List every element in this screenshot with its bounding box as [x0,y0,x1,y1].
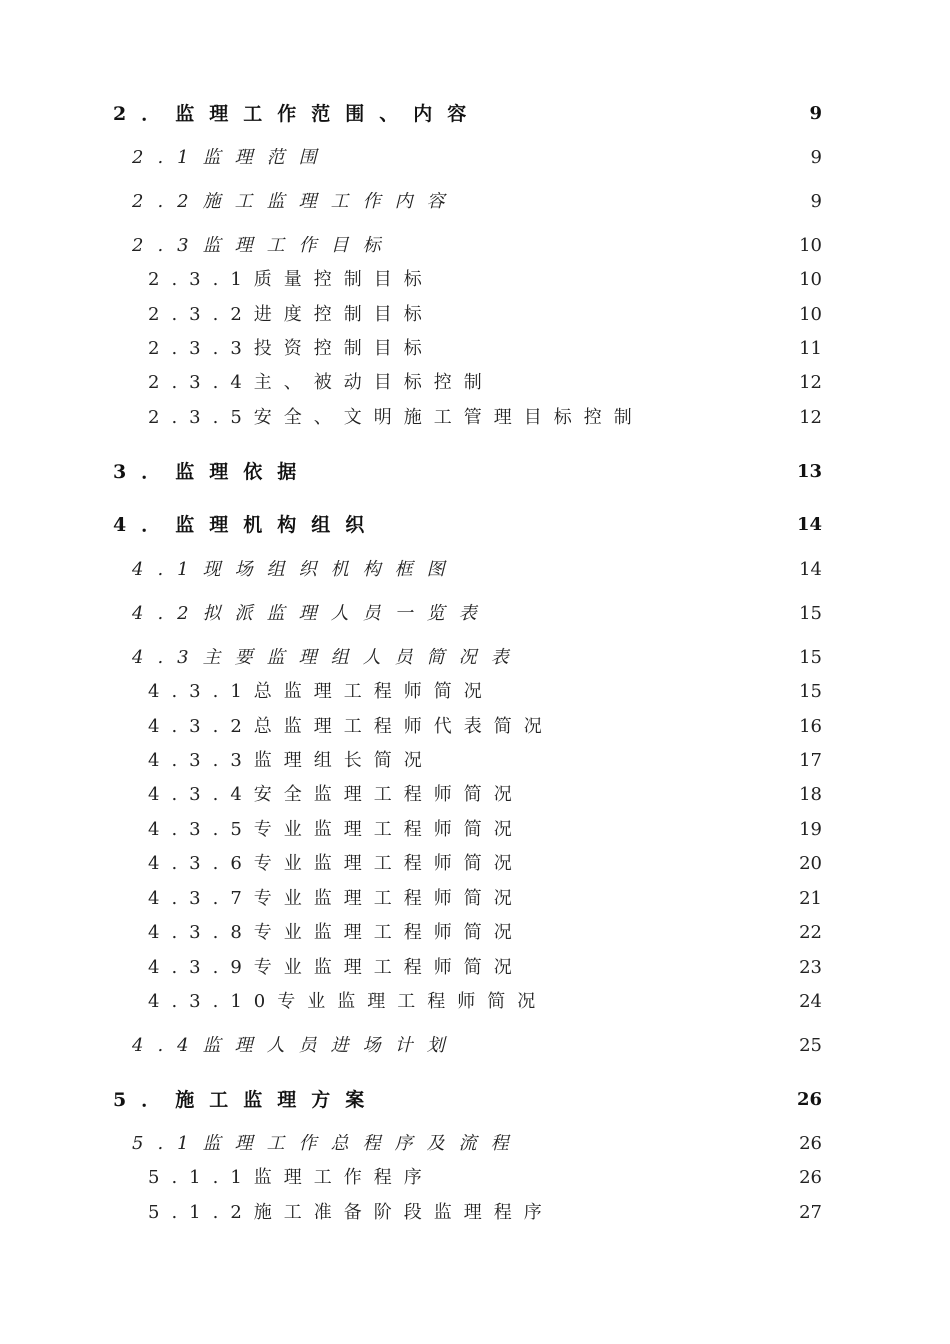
toc-entry-page: 26 [799,1133,822,1154]
toc-entry-title: 5.1.2施工准备阶段监理程序 [148,1202,554,1223]
toc-entry-page: 18 [799,784,822,805]
toc-entry-title: 4.3.7专业监理工程师简况 [148,888,524,909]
toc-entry-title: 5.1监理工作总程序及流程 [132,1133,523,1154]
toc-entry-title: 4.3.1总监理工程师简况 [148,681,494,702]
toc-entry-title: 5．施工监理方案 [113,1089,380,1111]
toc-entry-section-2-1[interactable] [0,143,950,173]
toc-entry-page: 17 [799,750,822,771]
toc-entry-subsection-4-3-8[interactable] [0,918,950,948]
toc-entry-subsection-4-3-9[interactable] [0,953,950,983]
toc-entry-title: 4.3主要监理组人员简况表 [132,647,523,668]
toc-entry-page: 13 [796,461,822,482]
toc-entry-title: 2.3.1质量控制目标 [148,269,434,290]
toc-entry-title: 3．监理依据 [113,461,312,483]
toc-entry-subsection-4-3-3[interactable] [0,746,950,776]
toc-entry-page: 24 [799,991,822,1012]
toc-entry-subsection-4-3-1[interactable] [0,677,950,707]
toc-entry-subsection-4-3-7[interactable] [0,884,950,914]
toc-entry-subsection-2-3-2[interactable] [0,300,950,330]
toc-entry-title: 2.3.3投资控制目标 [148,338,434,359]
toc-entry-section-4-4[interactable] [0,1031,950,1061]
toc-entry-section-5-1[interactable] [0,1129,950,1159]
toc-entry-section-2-3[interactable] [0,231,950,261]
toc-entry-page: 15 [799,647,822,668]
toc-entry-page: 9 [810,147,822,168]
toc-entry-subsection-4-3-2[interactable] [0,712,950,742]
toc-entry-page: 10 [799,304,822,325]
toc-entry-title: 4.3.8专业监理工程师简况 [148,922,524,943]
toc-entry-page: 27 [799,1202,822,1223]
toc-entry-title: 2.3.5安全、文明施工管理目标控制 [148,407,644,428]
toc-entry-title: 2．监理工作范围、内容 [113,103,482,125]
toc-entry-title: 4．监理机构组织 [113,514,380,536]
toc-entry-section-4-2[interactable] [0,599,950,629]
toc-entry-subsection-2-3-4[interactable] [0,368,950,398]
toc-entry-title: 4.3.5专业监理工程师简况 [148,819,524,840]
toc-entry-page: 21 [799,888,822,909]
toc-entry-chapter-2[interactable] [0,99,950,129]
toc-entry-title: 4.3.6专业监理工程师简况 [148,853,524,874]
toc-entry-page: 16 [799,716,822,737]
toc-entry-page: 9 [809,103,822,124]
toc-entry-title: 4.1现场组织机构框图 [132,559,459,580]
toc-entry-subsection-5-1-2[interactable] [0,1198,950,1228]
toc-entry-title: 4.4监理人员进场计划 [132,1035,459,1056]
toc-entry-page: 22 [799,922,822,943]
toc-entry-title: 4.2拟派监理人员一览表 [132,603,491,624]
toc-entry-page: 25 [799,1035,822,1056]
toc-entry-chapter-4[interactable] [0,510,950,540]
toc-entry-subsection-4-3-4[interactable] [0,780,950,810]
toc-entry-title: 5.1.1监理工作程序 [148,1167,434,1188]
toc-entry-title: 2.3.2进度控制目标 [148,304,434,325]
toc-entry-page: 26 [799,1167,822,1188]
toc-entry-page: 15 [799,681,822,702]
toc-entry-subsection-2-3-1[interactable] [0,265,950,295]
toc-entry-page: 14 [799,559,822,580]
toc-entry-title: 4.3.4安全监理工程师简况 [148,784,524,805]
toc-entry-section-4-3[interactable] [0,643,950,673]
toc-entry-page: 15 [799,603,822,624]
toc-entry-subsection-5-1-1[interactable] [0,1163,950,1193]
toc-entry-page: 12 [799,372,822,393]
toc-entry-title: 2.2施工监理工作内容 [132,191,459,212]
toc-entry-subsection-2-3-5[interactable] [0,403,950,433]
toc-entry-subsection-2-3-3[interactable] [0,334,950,364]
toc-entry-subsection-4-3-5[interactable] [0,815,950,845]
toc-entry-page: 12 [799,407,822,428]
toc-entry-page: 23 [799,957,822,978]
toc-entry-title: 2.3.4主、被动目标控制 [148,372,494,393]
toc-entry-section-2-2[interactable] [0,187,950,217]
toc-entry-title: 4.3.2总监理工程师代表简况 [148,716,554,737]
toc-entry-section-4-1[interactable] [0,555,950,585]
toc-entry-page: 20 [799,853,822,874]
toc-entry-subsection-4-3-6[interactable] [0,849,950,879]
toc-entry-page: 26 [796,1089,822,1110]
toc-entry-chapter-5[interactable] [0,1085,950,1115]
toc-entry-title: 4.3.9专业监理工程师简况 [148,957,524,978]
toc-entry-page: 10 [799,235,822,256]
toc-entry-title: 4.3.3监理组长简况 [148,750,434,771]
toc-entry-page: 11 [799,338,822,359]
toc-entry-title: 4.3.10专业监理工程师简况 [148,991,548,1012]
toc-entry-page: 10 [799,269,822,290]
toc-entry-subsection-4-3-10[interactable] [0,987,950,1017]
toc-entry-page: 9 [810,191,822,212]
toc-entry-page: 14 [796,514,822,535]
toc-entry-title: 2.1监理范围 [132,147,331,168]
toc-entry-page: 19 [799,819,822,840]
toc-entry-chapter-3[interactable] [0,457,950,487]
toc-entry-title: 2.3监理工作目标 [132,235,395,256]
